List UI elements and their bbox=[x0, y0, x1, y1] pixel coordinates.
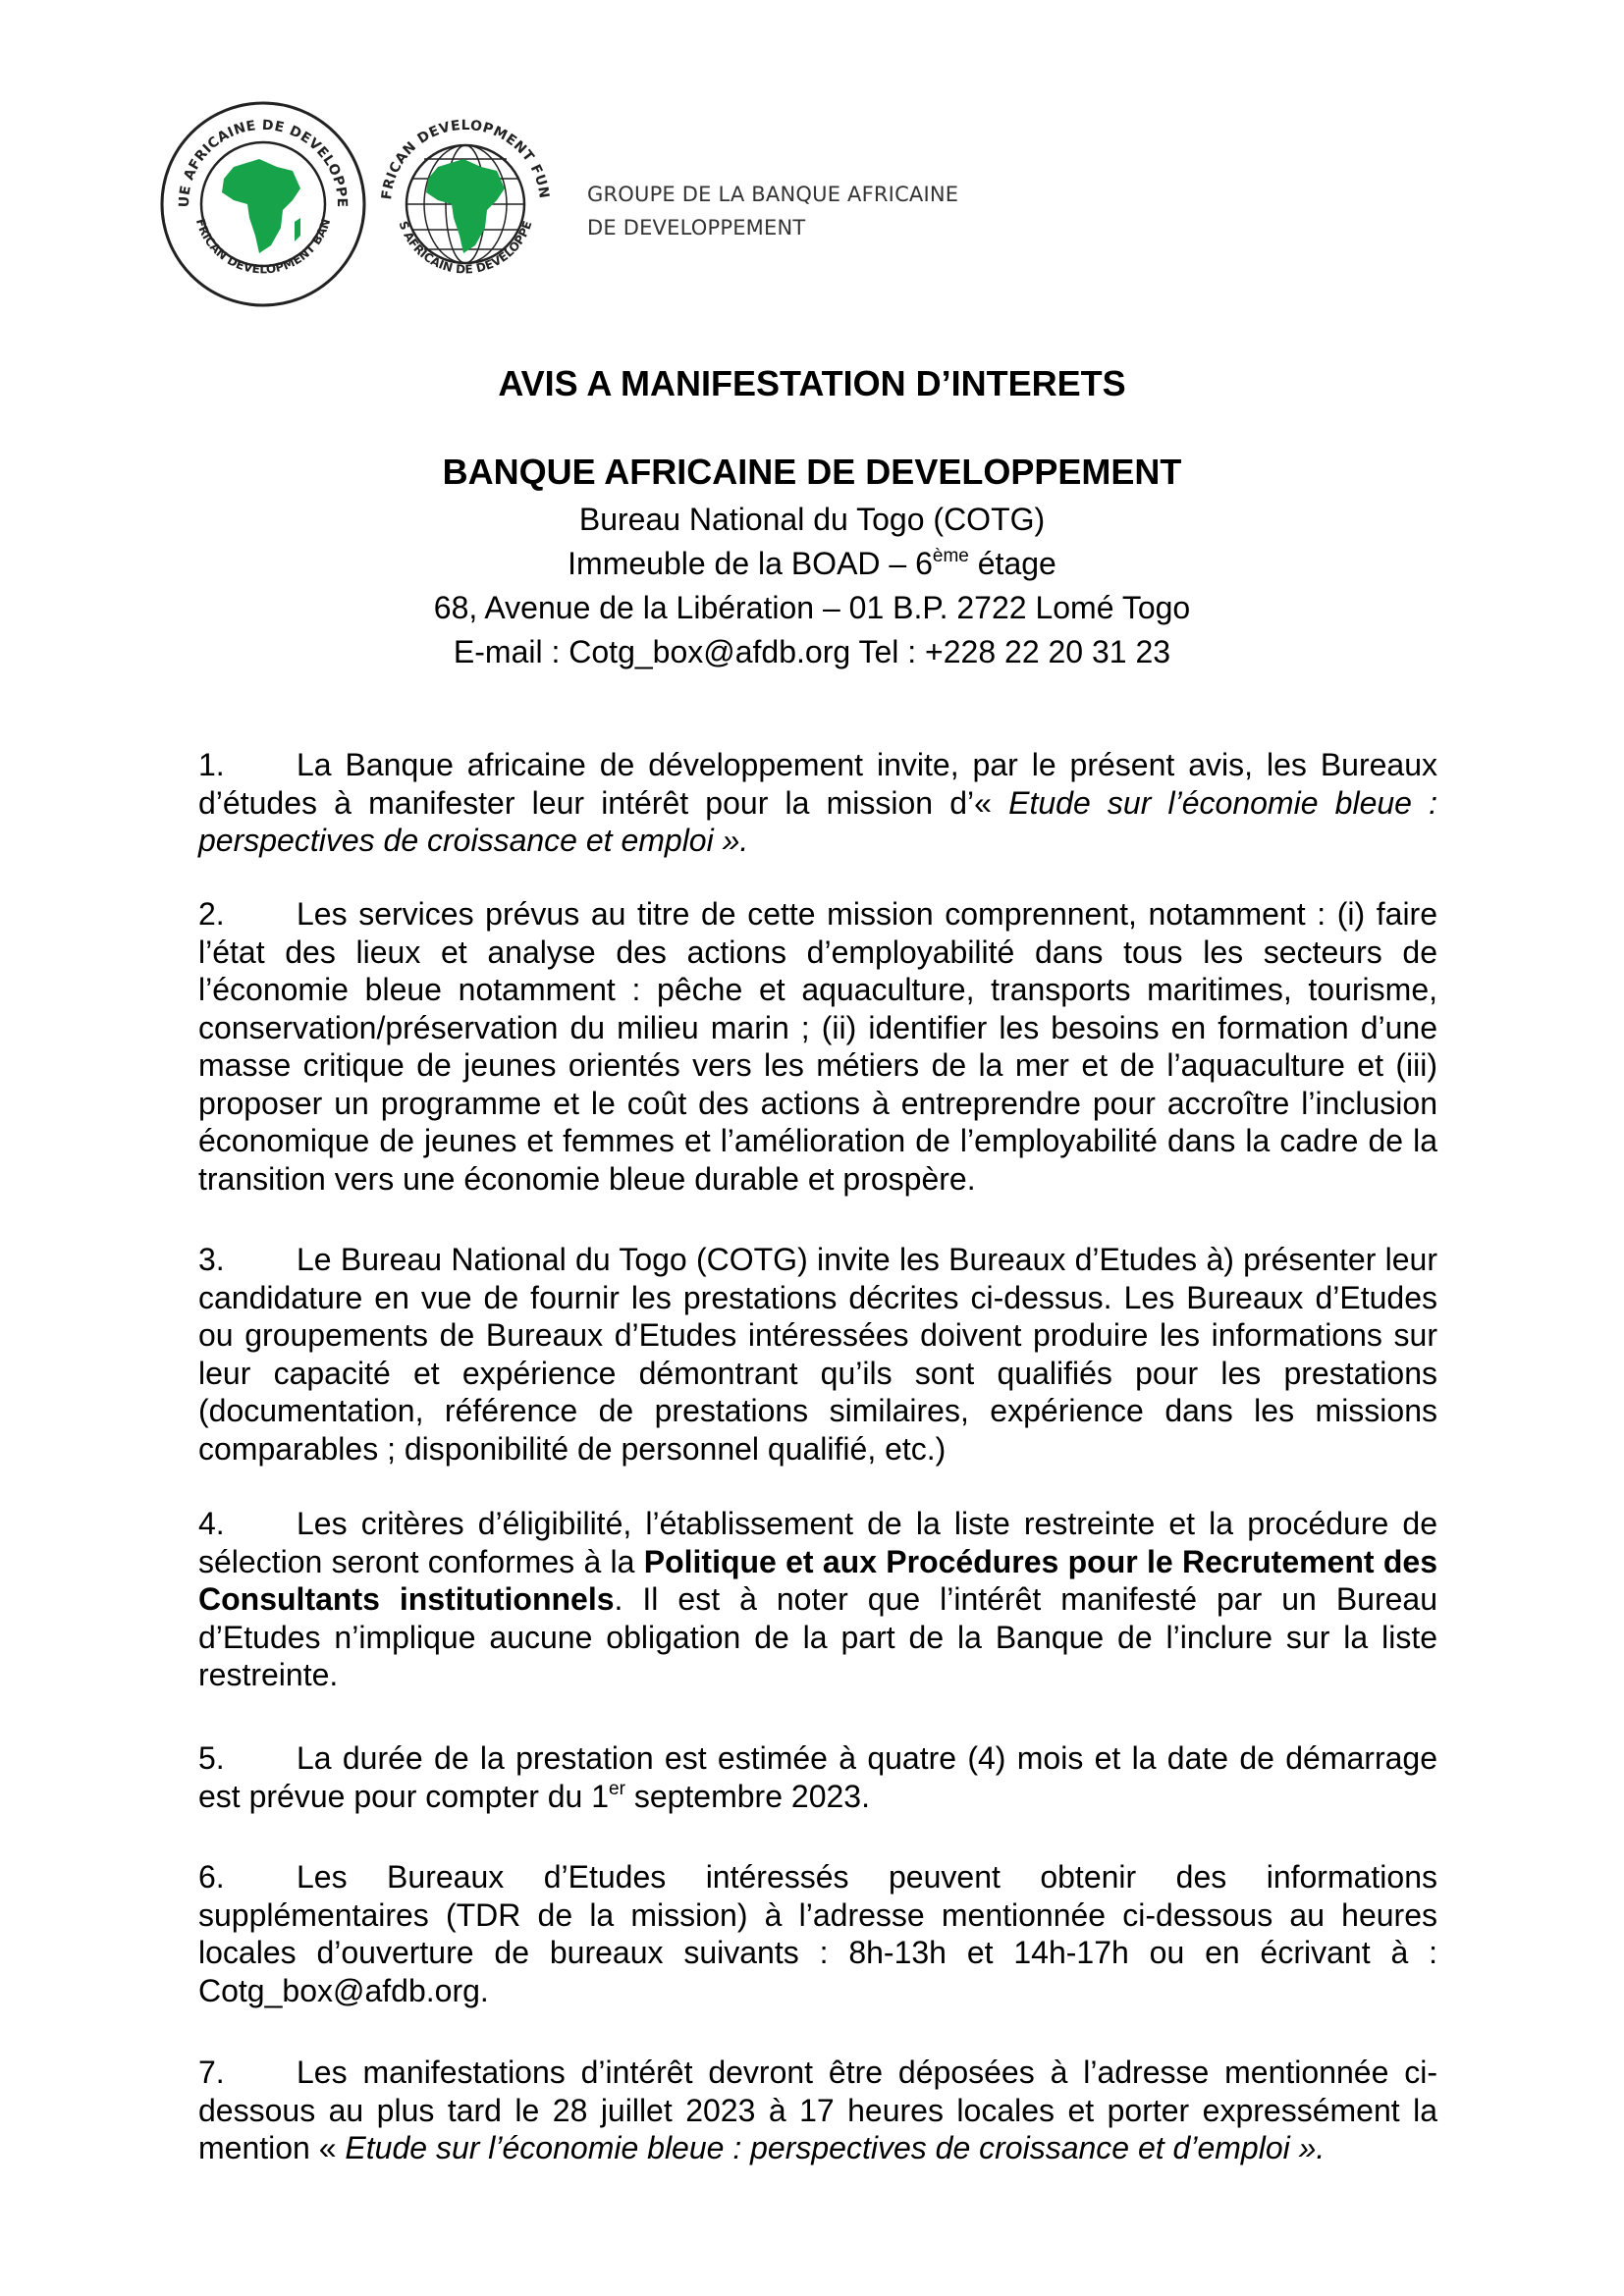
svg-text:AFRICAN DEVELOPMENT FUND: FRICAN DEVELOPMENT FUN bbox=[379, 117, 552, 201]
paragraph-text: La durée de la prestation est estimée à quatre (4) mois et la date de démarrage est prévue pour compter du 1 bbox=[198, 1740, 1437, 1814]
paragraph-text: Le Bureau National du Togo (COTG) invite les Bureaux d’Etudes à) présenter leur candidature en vue de fournir les prestations décrites ci-dessus. Les Bureaux d’Etudes ou groupements de Bureaux d’Etudes intéressées doivent produire les informations sur leur capacité et expérience démontrant qu’ils sont qualifiés pour les prestations (documentation, référence de prestations similaires, expérience dans les missions comparables ; disponibilité de personnel qualifié, etc.) bbox=[198, 1242, 1437, 1467]
paragraph-5 bbox=[198, 1739, 1437, 1815]
paragraph-bold: Politique et aux Procédures pour le Recrutement des Consultants institutionnels bbox=[198, 1543, 1438, 1617]
org-line-1: GROUPE DE LA BANQUE AFRICAINE bbox=[587, 183, 959, 206]
paragraph-number: 3. bbox=[198, 1242, 225, 1277]
paragraph-text: Les Bureaux d’Etudes intéressés peuvent obtenir des informations supplémentaires (TDR de la mission) à l’adresse mentionnée ci-dessous au heures locales d’ouverture de bureaux suivants : 8h-13h et 14h-17h ou en écrivant à : Cotg_box@afdb.org. bbox=[198, 1859, 1437, 2008]
address-line-3: 68, Avenue de la Libération – 01 B.P. 2722 Lomé Togo bbox=[433, 590, 1191, 625]
org-line-2: DE DEVELOPPEMENT bbox=[587, 216, 806, 240]
paragraph-text: La Banque africaine de développement invite, par le présent avis, les Bureaux d’études à manifester leur intérêt pour la mission d’« bbox=[198, 747, 1437, 821]
adb-seal-logo bbox=[157, 98, 364, 305]
address-line-2-text: Immeuble de la BOAD – 6 bbox=[568, 546, 933, 581]
paragraph-italic: Etude sur l’économie bleue : perspectives de croissance et d’emploi ». bbox=[345, 2130, 1326, 2165]
paragraph-3 bbox=[198, 1241, 1437, 1468]
paragraph-text: Les manifestations d’intérêt devront être déposées à l’adresse mentionnée ci-dessous au plus tard le 28 juillet 2023 à 17 heures locales et porter expressément la mention « bbox=[198, 2055, 1437, 2165]
paragraph-6 bbox=[198, 1858, 1437, 2009]
paragraph-text: Les critères d’éligibilité, l’établissement de la liste restreinte et la procédure de sélection seront conformes à la bbox=[198, 1506, 1437, 1579]
afdb-logos bbox=[157, 98, 589, 309]
address-block bbox=[0, 498, 1624, 674]
paragraph-number: 1. bbox=[198, 747, 225, 782]
paragraph-number: 4. bbox=[198, 1506, 225, 1541]
svg-text:AFRICAN DEVELOPMENT BANK: FRICAN DEVELOPMENT BAN bbox=[192, 217, 334, 277]
ordinal-superscript: er bbox=[609, 1778, 625, 1799]
floor-superscript: ème bbox=[932, 546, 969, 566]
paragraph-4 bbox=[198, 1505, 1437, 1694]
address-line-2-suffix: étage bbox=[968, 546, 1056, 581]
organization-name bbox=[587, 178, 958, 244]
paragraph-text-end: septembre 2023. bbox=[624, 1778, 870, 1814]
svg-text:FONDS AFRICAIN DE DEVELOPPEMEN: S AFRICAIN DE DEVELOPPE bbox=[396, 219, 535, 277]
paragraph-7 bbox=[198, 2054, 1437, 2167]
document-title: AVIS A MANIFESTATION D’INTERETS bbox=[498, 363, 1126, 403]
paragraph-text: Les services prévus au titre de cette mission comprennent, notamment : (i) faire l’état des lieux et analyse des actions d’employabilité dans tous les secteurs de l’économie bleue notamment : pêche et aquaculture, transports maritimes, tourisme, conservation/préservation du milieu marin ; (ii) identifier les besoins en formation d’une masse critique de jeunes orientés vers les métiers de la mer et de l’aquaculture et (iii) proposer un programme et le coût des actions à entreprendre pour accroître l’inclusion économique de jeunes et femmes et l’amélioration de l’employabilité dans la cadre de la transition vers une économie bleue durable et prospère. bbox=[198, 896, 1437, 1197]
paragraph-text-end: . Il est à noter que l’intérêt manifesté par un Bureau d’Etudes n’implique aucune obligation de la part de la Banque de l’inclure sur la liste restreinte. bbox=[198, 1581, 1437, 1692]
paragraph-number: 2. bbox=[198, 896, 225, 932]
paragraph-number: 5. bbox=[198, 1740, 225, 1776]
address-line-4: E-mail : Cotg_box@afdb.org Tel : +228 22 20 31 23 bbox=[453, 634, 1171, 669]
paragraph-italic: Etude sur l’économie bleue : perspectives de croissance et emploi ». bbox=[198, 784, 1438, 858]
document-subtitle: BANQUE AFRICAINE DE DEVELOPPEMENT bbox=[442, 452, 1182, 492]
address-line-2 bbox=[0, 542, 1624, 586]
address-line-1: Bureau National du Togo (COTG) bbox=[578, 502, 1046, 537]
paragraph-1 bbox=[198, 746, 1437, 860]
paragraph-number: 6. bbox=[198, 1859, 225, 1895]
logos bbox=[157, 98, 589, 309]
paragraph-2 bbox=[198, 895, 1437, 1198]
paragraph-number: 7. bbox=[198, 2055, 225, 2090]
svg-text:BANQUE AFRICAINE DE DEVELOPPEM: UE AFRICAINE DE DEVELOPPE bbox=[176, 117, 351, 208]
